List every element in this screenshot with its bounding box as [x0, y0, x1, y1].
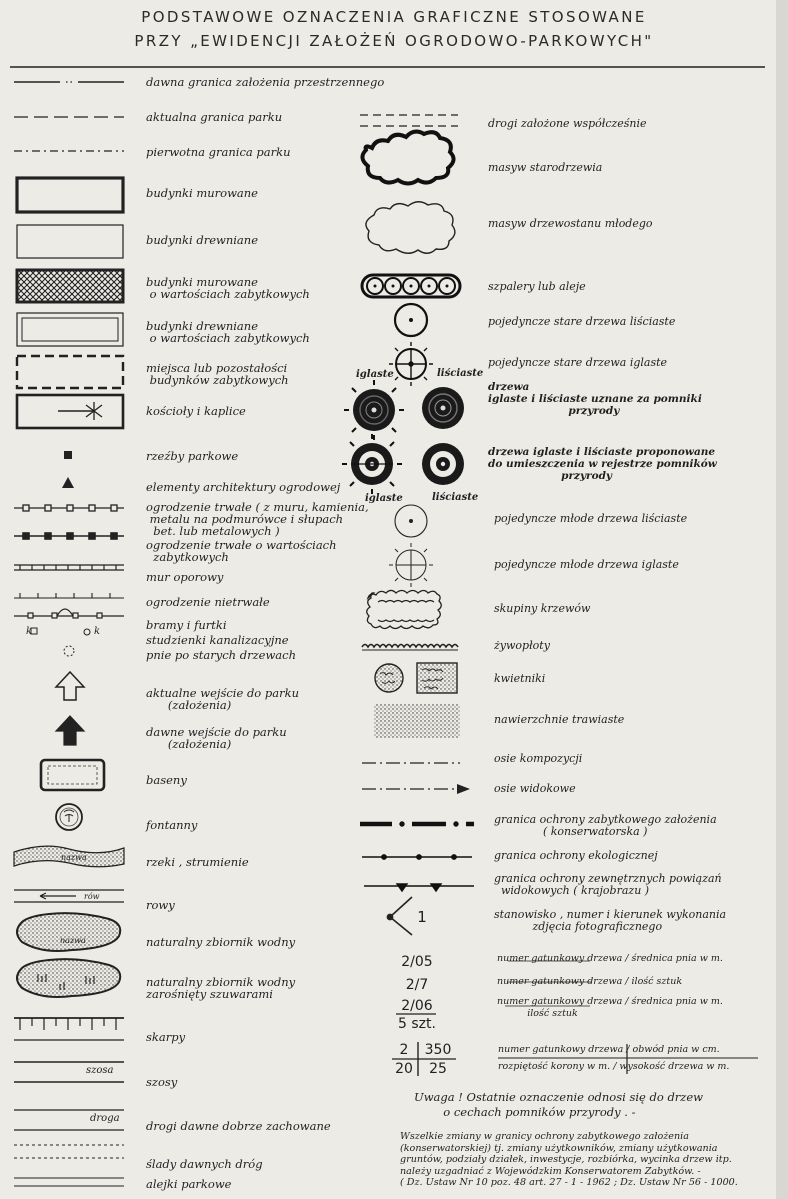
- monument-conifer-tree-symbol: [344, 380, 404, 440]
- ruins-symbol: [17, 356, 123, 388]
- label-rivers: rzeki , strumienie: [146, 855, 249, 869]
- label-lake: naturalny zbiornik wodny: [146, 935, 296, 949]
- label-overgrown-lake: naturalny zbiornik wodny zarośnięty szuwarami: [146, 975, 296, 1001]
- label-current-park-boundary: aktualna granica parku: [146, 110, 283, 124]
- label-old-entrance: dawne wejście do parku (założenia): [146, 725, 287, 751]
- old-tree-mass-symbol: [362, 132, 453, 184]
- label-brick-building: budynki murowane: [146, 186, 258, 200]
- ecological-boundary-symbol: [362, 855, 472, 859]
- map-label-ditch: rów: [84, 892, 100, 901]
- retaining-wall-symbol: [14, 565, 124, 570]
- shrub-group-symbol: [367, 591, 442, 629]
- label-flowerbed: kwietniki: [494, 672, 546, 685]
- pool-symbol: [41, 760, 104, 790]
- label-current-entrance: aktualne wejście do parku (założenia): [146, 686, 299, 712]
- temporary-fence-symbol: [14, 593, 124, 598]
- old-deciduous-tree-symbol: [395, 304, 427, 336]
- label-old-deciduous: pojedyncze stare drzewa liściaste: [488, 315, 676, 328]
- label-pools: baseny: [146, 773, 187, 787]
- current-entrance-arrow-icon: [56, 672, 84, 700]
- proposed-deciduous-tree-symbol: [422, 443, 464, 485]
- label-stumps: pnie po starych drzewach: [146, 648, 296, 662]
- fountain-symbol: [56, 804, 82, 830]
- historic-brick-building-symbol: [17, 270, 123, 302]
- label-deciduous-top: liściaste: [437, 368, 484, 379]
- young-deciduous-tree-symbol: [395, 505, 427, 537]
- label-conifer-bottom: iglaste: [365, 493, 403, 504]
- label-permanent-fence: ogrodzenie trwałe ( z muru, kamienia, metalu na podmurówce i słupach bet. lub metalowych ): [146, 500, 369, 538]
- label-hedge: żywopłoty: [494, 639, 550, 652]
- label-historic-wooden-building: budynki drewniane o wartościach zabytkowych: [146, 319, 310, 345]
- label-park-paths: alejki parkowe: [146, 1177, 232, 1191]
- label-manholes: studzienki kanalizacyjne: [146, 633, 289, 647]
- garden-architecture-symbol: [62, 477, 74, 488]
- label-old-tree-mass: masyw starodrzewia: [488, 161, 603, 174]
- label-wooden-building: budynki drewniane: [146, 233, 258, 247]
- brick-building-symbol: [17, 178, 123, 212]
- label-number-count: numer gatunkowy drzewa / ilość sztuk: [497, 976, 683, 987]
- number-example-2: 2/7: [405, 977, 429, 993]
- label-conifer-top: iglaste: [356, 369, 394, 380]
- number-example-4-b: 350: [424, 1042, 452, 1058]
- stump-symbol: [64, 646, 74, 656]
- note-bottom: Wszelkie zmiany w granicy ochrony zabytkowego założenia (konserwatorskiej) tj. zmiany użytkowników, zmiany użytkowania gruntów, podziały działek, inwestycje, rozbiórka, wycinka drzew itp. należy uzgadniać z Wojewódzkim Konserwatorem Zabytków. - ( Dz. Ustaw Nr 10 poz. 48 art. 27 - 1 - 1962 ; Dz. Ustaw Nr 56 - 1000.: [400, 1131, 738, 1188]
- label-historic-brick-building: budynki murowane o wartościach zabytkowych: [146, 275, 310, 301]
- map-label-k1: k: [26, 626, 33, 637]
- label-view-axis: osie widokowe: [494, 782, 576, 795]
- conservation-boundary-symbol: [360, 822, 474, 826]
- landscape-boundary-symbol: [364, 884, 474, 891]
- proposed-conifer-tree-symbol: [342, 434, 402, 494]
- label-conservation-boundary: granica ochrony zabytkowego założenia ( konserwatorska ): [494, 813, 717, 838]
- label-slopes: skarpy: [146, 1030, 186, 1044]
- map-label-road: szosa: [86, 1065, 114, 1076]
- label-number-girth: numer gatunkowy drzewa / obwód pnia w cm.: [498, 1044, 720, 1055]
- sculpture-symbol: [64, 451, 72, 459]
- number-example-3-top: 2/06: [401, 998, 433, 1014]
- label-old-conifer: pojedyncze stare drzewa iglaste: [488, 356, 668, 369]
- label-historic-fence: ogrodzenie trwałe o wartościach zabytkowych: [146, 538, 337, 564]
- label-ecological-boundary: granica ochrony ekologicznej: [494, 849, 658, 862]
- view-axis-symbol: [362, 784, 470, 794]
- label-deciduous-bottom: liściaste: [432, 492, 479, 503]
- label-landscape-boundary: granica ochrony zewnętrznych powiązań widokowych ( krajobrazu ): [494, 872, 722, 897]
- number-example-1: 2/05: [401, 954, 433, 970]
- label-number-diameter-count: numer gatunkowy drzewa / średnica pnia w m. ilość sztuk: [497, 996, 723, 1019]
- label-young-deciduous: pojedyncze młode drzewa liściaste: [494, 512, 688, 525]
- label-ditches: rowy: [146, 898, 175, 912]
- label-old-road-traces: ślady dawnych dróg: [146, 1157, 263, 1171]
- flowerbed-symbol: [375, 663, 457, 693]
- label-composition-axis: osie kompozycji: [494, 752, 583, 765]
- young-tree-mass-symbol: [366, 202, 455, 254]
- page-title-line1: PODSTAWOWE OZNACZENIA GRAFICZNE STOSOWANE: [141, 8, 647, 26]
- page-title-line2: PRZY „EWIDENCJI ZAŁOŻEŃ OGRODOWO-PARKOWYCH": [134, 32, 654, 50]
- label-gates: bramy i furtki: [146, 618, 227, 632]
- park-path-symbol: [14, 1178, 124, 1186]
- note-uwaga: Uwaga ! Ostatnie oznaczenie odnosi się do drzew o cechach pomników przyrody . -: [414, 1090, 704, 1119]
- label-temporary-fence: ogrodzenie nietrwałe: [146, 595, 270, 609]
- map-label-old-road: droga: [90, 1113, 120, 1124]
- label-lawn: nawierzchnie trawiaste: [494, 713, 625, 726]
- historic-fence-symbol: [14, 533, 124, 539]
- church-symbol: [17, 395, 123, 428]
- tree-alley-symbol: [362, 275, 460, 297]
- number-example-4-c: 20: [395, 1061, 413, 1077]
- hedge-symbol: [362, 645, 458, 648]
- number-example-3-bottom: 5 szt.: [398, 1016, 436, 1032]
- lawn-surface-symbol: [374, 704, 460, 738]
- label-highways: szosy: [146, 1075, 178, 1089]
- ditch-symbol: [14, 890, 124, 902]
- label-tree-alley: szpalery lub aleje: [488, 280, 586, 293]
- label-old-boundary: dawna granica założenia przestrzennego: [146, 75, 385, 89]
- label-garden-architecture: elementy architektury ogrodowej: [146, 480, 341, 494]
- label-shrub-group: skupiny krzewów: [494, 602, 591, 615]
- label-modern-roads: drogi założone współcześnie: [488, 117, 647, 130]
- label-old-roads: drogi dawne dobrze zachowane: [146, 1119, 331, 1133]
- label-proposed-monument-trees: drzewa iglaste i liściaste proponowane do umieszczenia w rejestrze pomników przyrody: [488, 446, 717, 482]
- map-label-river: nazwa: [61, 853, 87, 862]
- old-road-traces-symbol: [14, 1145, 124, 1158]
- permanent-fence-symbol: [14, 505, 124, 511]
- label-church: kościoły i kaplice: [146, 404, 246, 418]
- label-monument-trees: drzewa iglaste i liściaste uznane za pomniki przyrody: [488, 381, 702, 417]
- wooden-building-symbol: [17, 225, 123, 258]
- old-entrance-arrow-icon: [56, 716, 84, 745]
- label-crown-height: rozpiętość korony w m. / wysokość drzewa w m.: [498, 1061, 730, 1072]
- slope-symbol: [14, 1018, 124, 1040]
- label-number-diameter: numer gatunkowy drzewa / średnica pnia w m.: [497, 953, 723, 964]
- label-young-tree-mass: masyw drzewostanu młodego: [488, 217, 653, 230]
- label-young-conifer: pojedyncze młode drzewa iglaste: [494, 558, 679, 571]
- old-conifer-tree-symbol: [389, 342, 433, 386]
- number-example-4-d: 25: [429, 1061, 447, 1077]
- photo-position-number: 1: [417, 908, 427, 926]
- label-sculpture: rzeźby parkowe: [146, 449, 239, 463]
- overgrown-lake-symbol: [17, 959, 120, 997]
- young-conifer-tree-symbol: [389, 543, 433, 587]
- number-example-4-a: 2: [399, 1042, 409, 1058]
- map-label-k2: k: [94, 626, 101, 637]
- label-photo-position: stanowisko , numer i kierunek wykonania zdjęcia fotograficznego: [494, 908, 727, 933]
- label-ruins: miejsca lub pozostałości budynków zabytkowych: [146, 361, 289, 387]
- map-label-lake: nazwa: [60, 936, 86, 945]
- label-original-park-boundary: pierwotna granica parku: [146, 145, 291, 159]
- manhole-round-symbol: [84, 629, 90, 635]
- label-retaining-wall: mur oporowy: [146, 570, 224, 584]
- monument-deciduous-tree-symbol: [422, 387, 464, 429]
- label-fountains: fontanny: [146, 818, 198, 832]
- gates-symbol: [14, 609, 124, 618]
- photo-position-symbol: [387, 897, 412, 935]
